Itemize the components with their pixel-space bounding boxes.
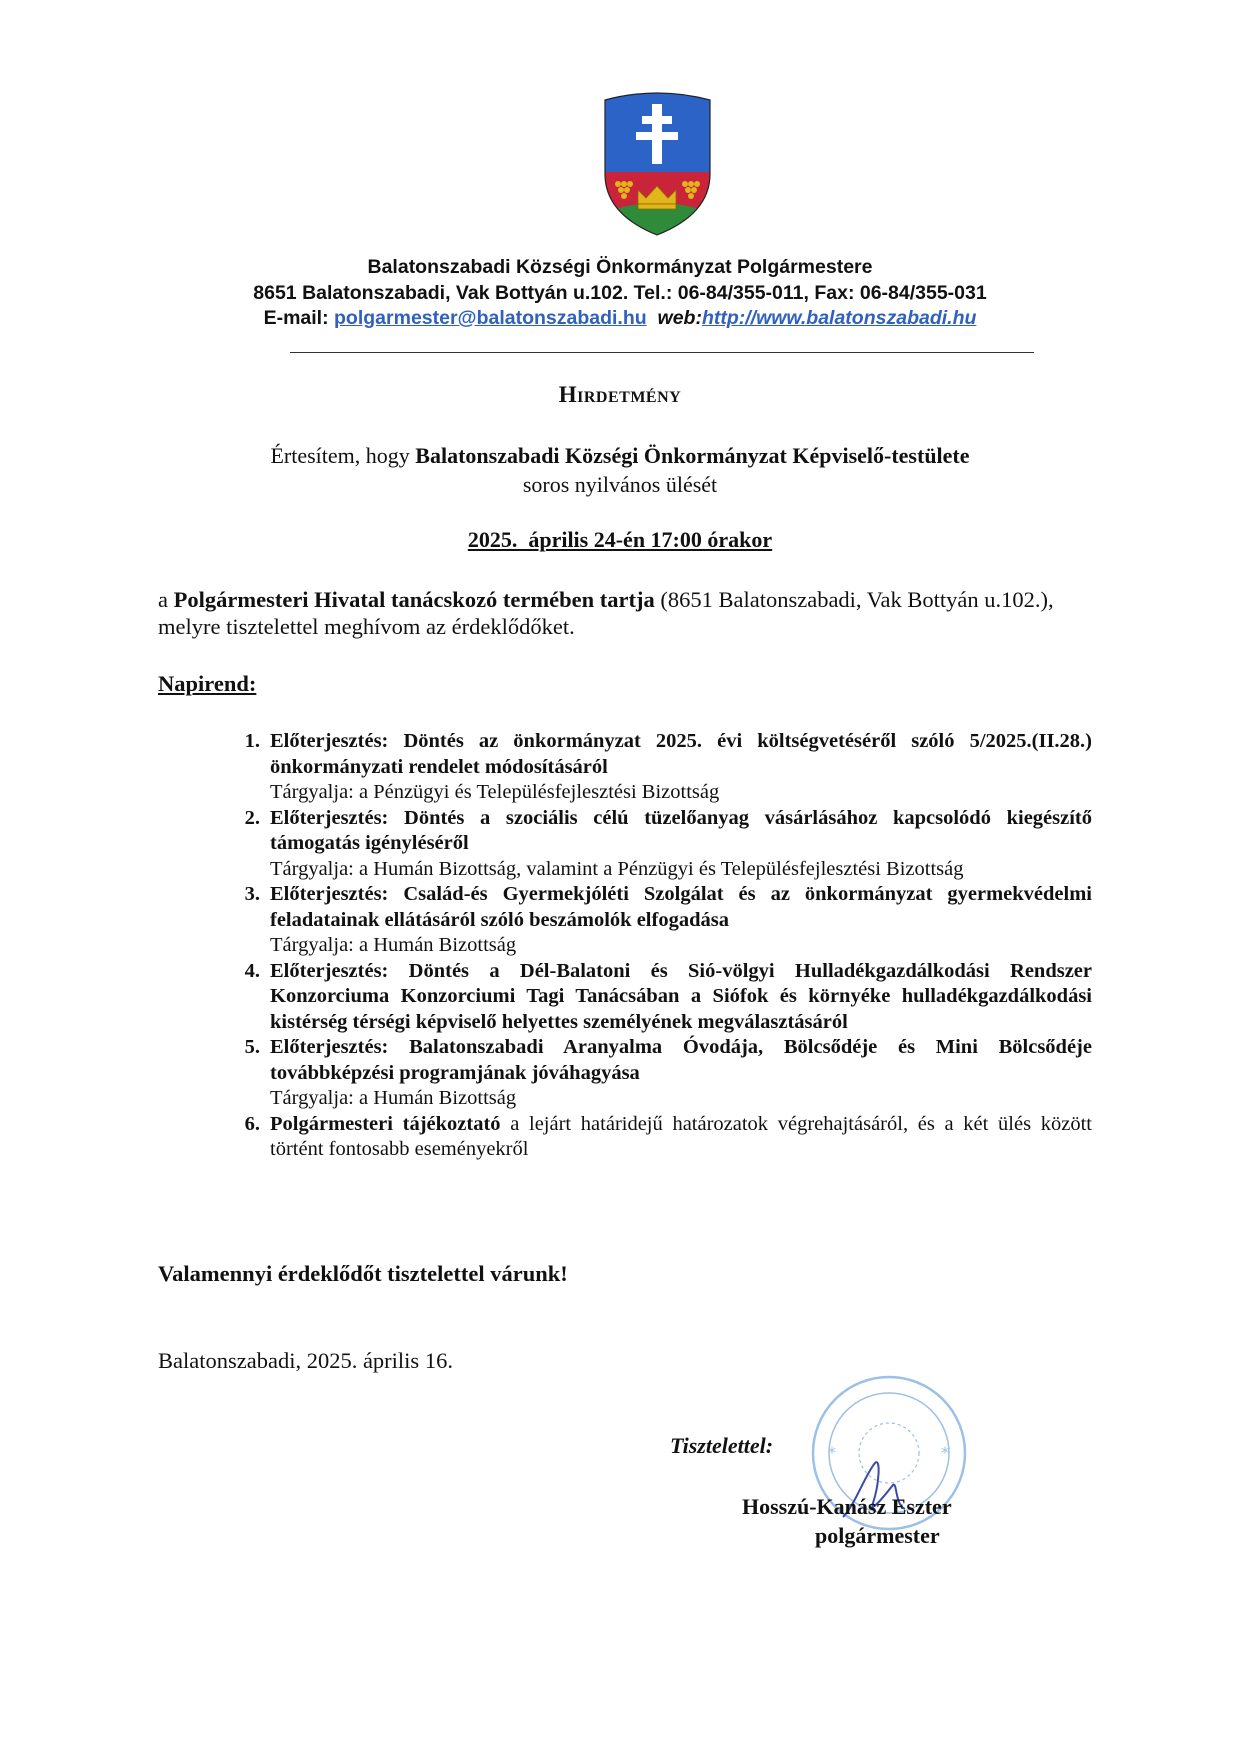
intro-line-2: soros nyilvános ülését — [522, 472, 718, 497]
coat-of-arms-logo — [600, 92, 715, 237]
agenda-item-number: 3. — [244, 883, 260, 905]
agenda-item-committee: Tárgyalja: a Humán Bizottság, valamint a Pénzügyi és Településfejlesztési Bizottság — [270, 857, 964, 880]
agenda-item — [230, 1112, 1092, 1163]
email-label: E-mail: — [263, 307, 329, 329]
agenda-item-title: Előterjesztés: Döntés a Dél-Balatoni és Sió-völgyi Hulladékgazdálkodási Rendszer Konzorciuma Konzorciumi Tagi Tanácsában a Siófok és környéke hulladékgazdálkodási kistérség térségi képviselő helyettes személyének megválasztásáról — [270, 959, 1092, 1033]
agenda-item-title: Előterjesztés: Balatonszabadi Aranyalma Óvodája, Bölcsődéje és Mini Bölcsődéje továbbképzési programjának jóváhagyása — [270, 1036, 1092, 1084]
agenda-item — [230, 1035, 1092, 1112]
agenda-heading: Napirend: — [158, 671, 257, 696]
agenda-item-rest: a lejárt határidejű határozatok végrehajtásáról, és a két ülés között történt fontosabb eseményekről — [270, 1112, 1092, 1160]
letterhead-org: Balatonszabadi Községi Önkormányzat Polgármestere — [367, 256, 873, 278]
header-divider — [290, 352, 1034, 353]
signatory-name: Hosszú-Kanász Eszter — [742, 1494, 952, 1519]
agenda-item-title: Előterjesztés: Döntés a szociális célú tüzelőanyag vásárlásához kapcsolódó kiegészítő támogatás igényléséről — [270, 806, 1092, 854]
agenda-item — [230, 882, 1092, 959]
svg-text:*: * — [941, 1443, 949, 1462]
agenda-item-number: 5. — [244, 1036, 260, 1058]
agenda-item-number: 2. — [244, 806, 260, 829]
closing-line: Valamennyi érdeklődőt tisztelettel várunk! — [158, 1261, 568, 1286]
intro-line-1 — [0, 443, 1240, 469]
email-link[interactable]: polgarmester@balatonszabadi.hu — [334, 307, 647, 329]
agenda-item — [230, 806, 1092, 883]
council-name: Balatonszabadi Községi Önkormányzat Képviselő-testülete — [415, 443, 970, 468]
location-line-2: melyre tisztelettel meghívom az érdeklődőket. — [158, 614, 575, 639]
page-title: Hirdetmény — [558, 382, 682, 407]
location-address: (8651 Balatonszabadi, Vak Bottyán u.102.), — [654, 587, 1054, 612]
agenda-item-title: Polgármesteri tájékoztató — [270, 1112, 501, 1135]
agenda-item-title: Előterjesztés: Család-és Gyermekjóléti Szolgálat és az önkormányzat gyermekvédelmi feladatainak ellátásáról szóló beszámolók elfogadása — [270, 883, 1092, 931]
agenda-item — [230, 959, 1092, 1036]
agenda-item-text — [270, 1112, 1092, 1163]
meeting-datetime: 2025. április 24-én 17:00 órakor — [467, 527, 773, 552]
agenda-item-title: Előterjesztés: Döntés az önkormányzat 2025. évi költségvetéséről szóló 5/2025.(II.28.) önkormányzati rendelet módosításáról — [270, 730, 1092, 778]
agenda-item-committee: Tárgyalja: a Pénzügyi és Településfejlesztési Bizottság — [270, 781, 720, 803]
agenda-item-number: 1. — [244, 730, 260, 752]
intro-prefix: Értesítem, hogy — [270, 443, 416, 468]
agenda-item-number: 6. — [244, 1112, 260, 1135]
agenda-item-committee: Tárgyalja: a Humán Bizottság — [270, 1087, 517, 1109]
location-paragraph — [158, 586, 1140, 640]
signature-greeting: Tisztelettel: — [670, 1433, 774, 1458]
location-place: Polgármesteri Hivatal tanácskozó termében tartja — [173, 587, 655, 612]
location-prefix: a — [158, 587, 174, 612]
web-label: web: — [657, 307, 702, 329]
signatory-role: polgármester — [815, 1523, 940, 1548]
letterhead-address: 8651 Balatonszabadi, Vak Bottyán u.102. Tel.: 06-84/355-011, Fax: 06-84/355-031 — [253, 282, 987, 304]
place-date: Balatonszabadi, 2025. április 16. — [158, 1348, 453, 1373]
letterhead-contacts — [0, 307, 1240, 330]
agenda-list — [230, 729, 1092, 1163]
agenda-item-number: 4. — [244, 959, 260, 982]
agenda-item — [230, 729, 1092, 806]
agenda-item-committee: Tárgyalja: a Humán Bizottság — [270, 934, 517, 956]
svg-text:*: * — [828, 1443, 836, 1462]
web-link[interactable]: http://www.balatonszabadi.hu — [701, 307, 977, 329]
